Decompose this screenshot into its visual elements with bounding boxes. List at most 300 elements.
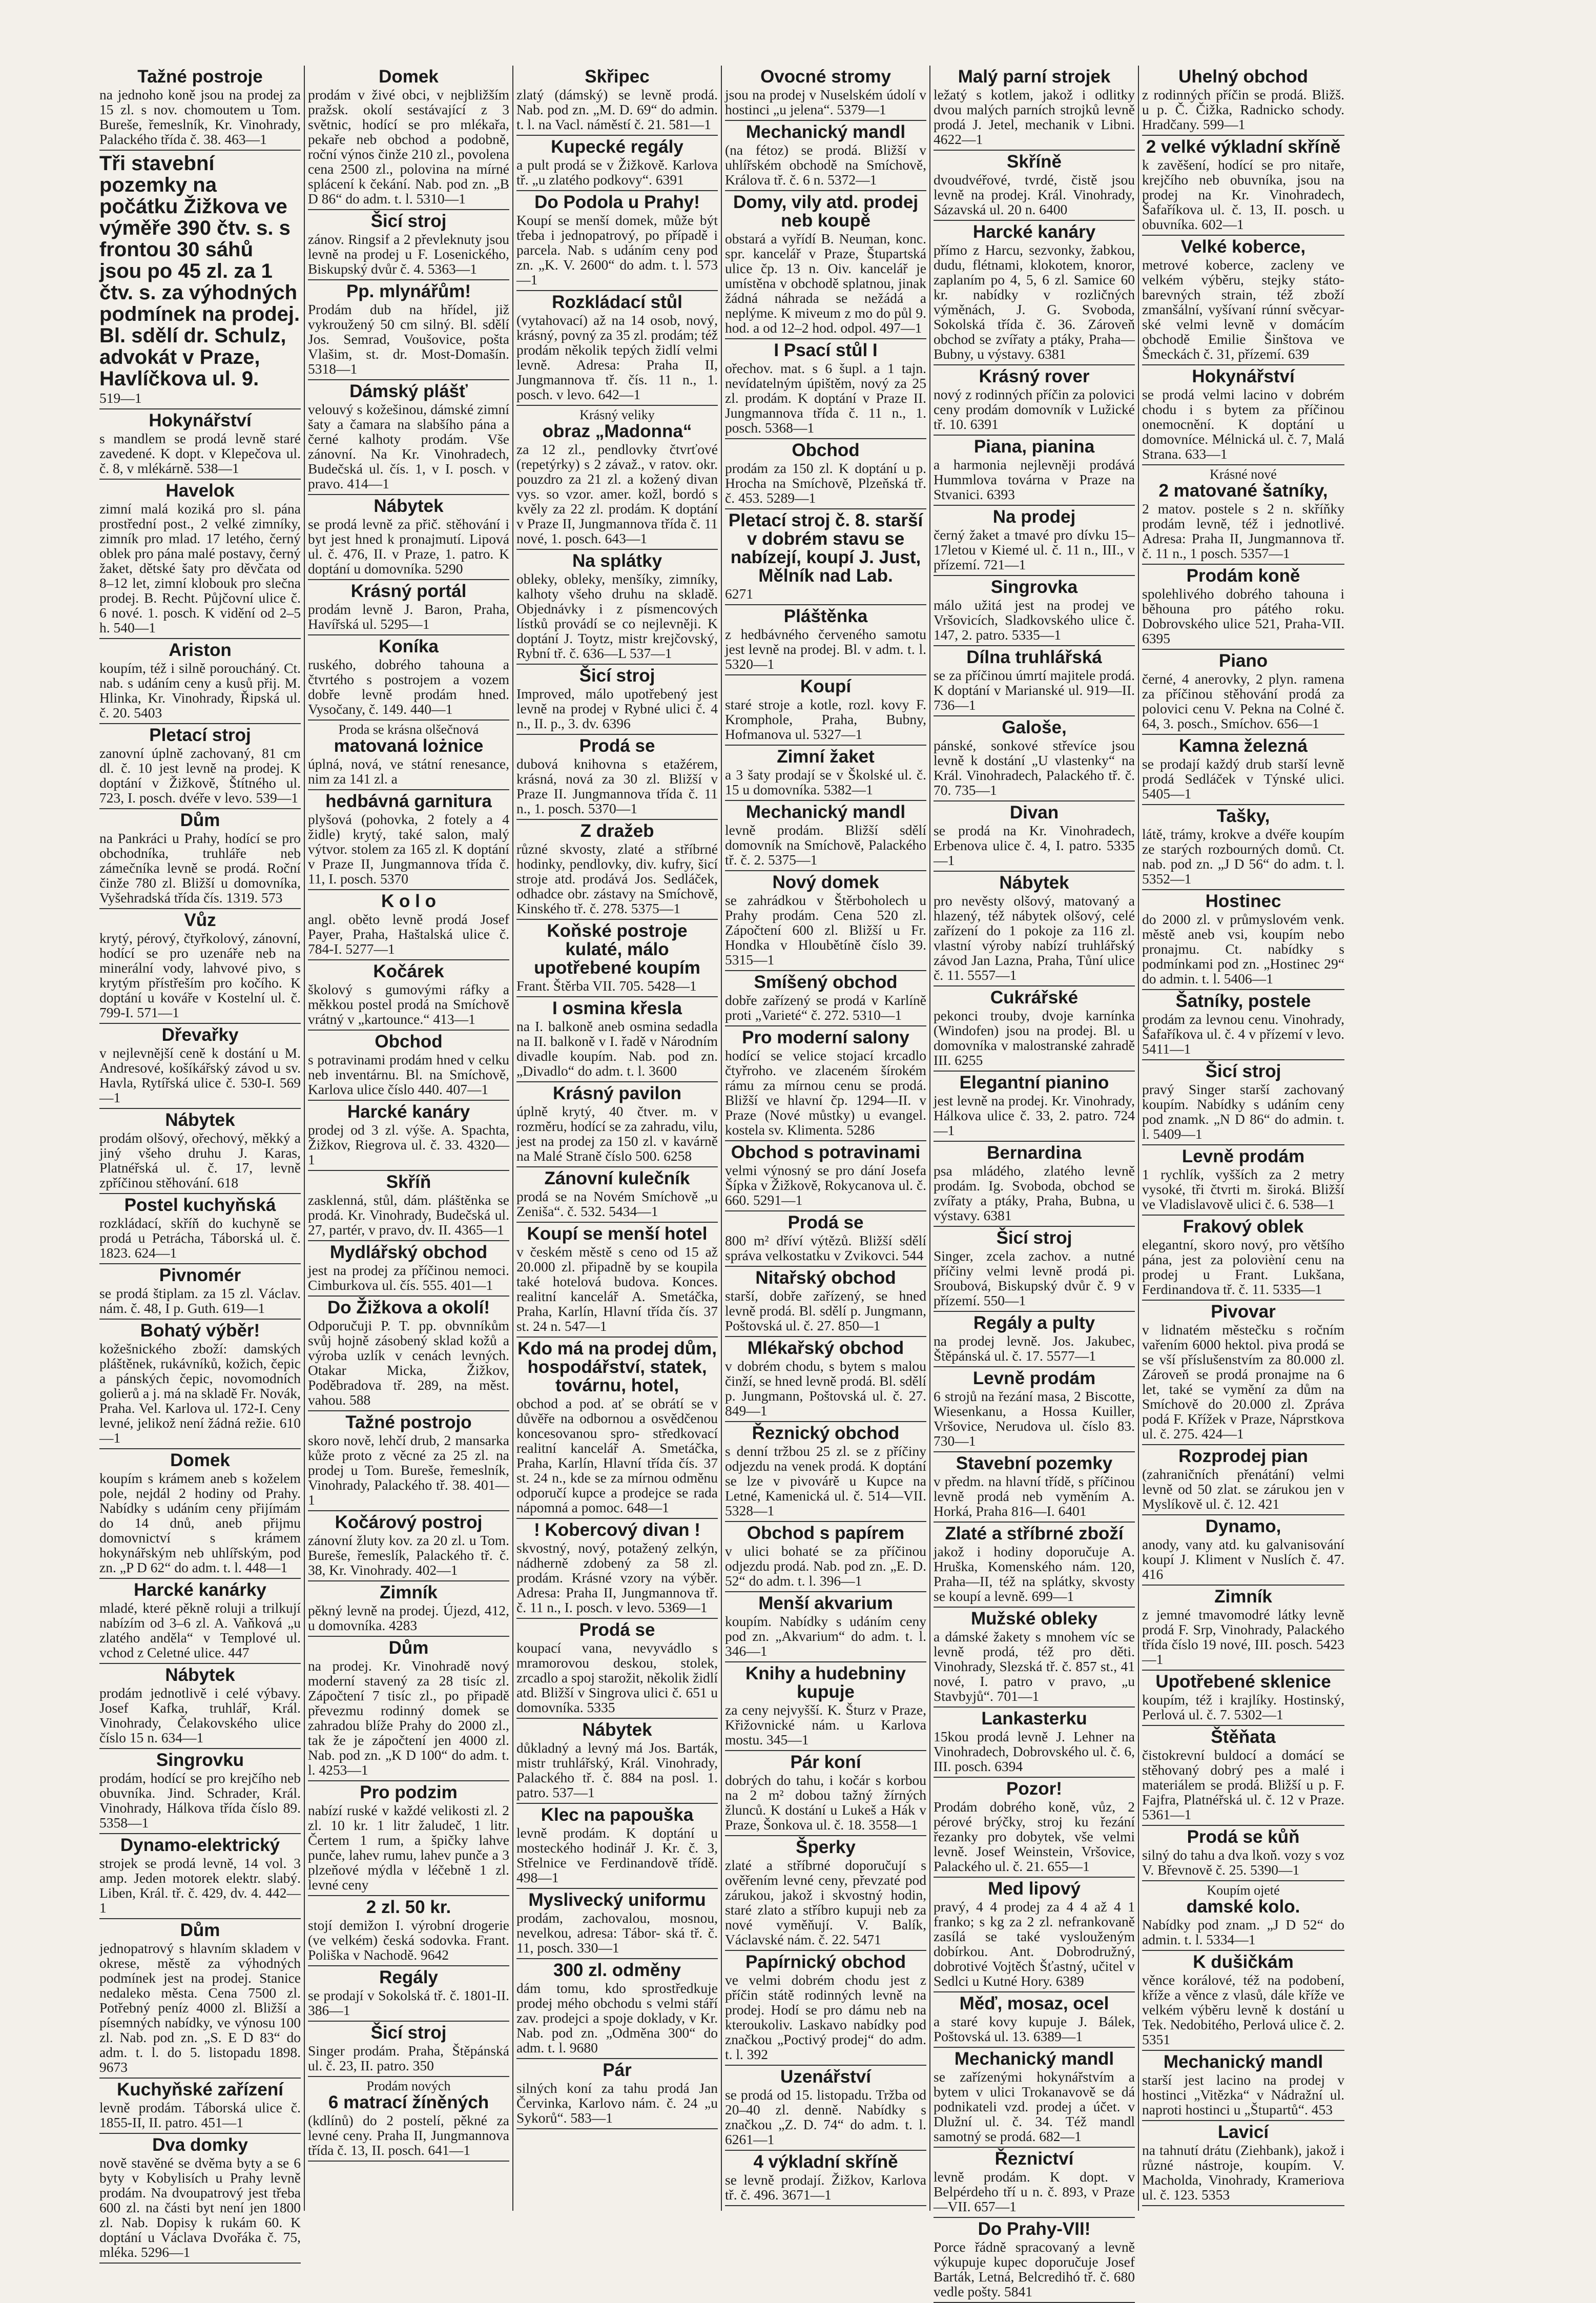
ad-text: a harmonia nejlevněji prodává Hummlova továrna v Praze na Stvanici. 6393: [934, 457, 1135, 502]
ad-text: úplně krytý, 40 čtver. m. v rozměru, hodící se za zahradu, vilu, jest na prodej za 150 zl. v kavárně na Malé Straně číslo 500. 6258: [516, 1103, 718, 1164]
classified-ad: [934, 1708, 1135, 1778]
ad-text: černé, 4 anerovky, 2 plyn. ramena za příčinou stěhování prodá za polovici cenu V. Pekna na Colné č. 64, 3. posch., Smíchov. 656—1: [1142, 671, 1344, 731]
classified-ad: [308, 790, 509, 890]
ad-headline: Šicí stroj: [1205, 1061, 1281, 1081]
ad-headline: K dušičkám: [1193, 1952, 1294, 1972]
classified-ad: [934, 1992, 1135, 2048]
classified-ad: [308, 1966, 509, 2022]
classified-ad: [99, 1834, 301, 1919]
classified-ad: [725, 675, 926, 746]
ad-headline: Nový domek: [772, 872, 879, 892]
ad-headline: Skříň: [386, 1172, 431, 1192]
classified-ad: [99, 724, 301, 809]
ad-headline: Pár koní: [790, 1752, 861, 1772]
classified-ad: [516, 1223, 718, 1338]
classified-ad: [1142, 1515, 1344, 1586]
ad-text: velouvý s kožešinou, dámské zimní šaty a čamara na slabšího pána a černé kalhoty prodám. Vše zánovní. Na Kr. Vinohradech, Budečská ul. čís. 1, v I. posch. v pravo. 414—1: [308, 401, 509, 491]
ad-headline: Regály a pulty: [973, 1313, 1095, 1333]
ad-headline: Ariston: [169, 640, 232, 660]
ad-text: ořechov. mat. s 6 šupl. a 1 tajn. nevídatelným úpištěm, nový za 25 zl. prodám. K doptání v Praze II. Jungmannova třída č. 11 n., 1. posch. 5368—1: [725, 360, 926, 436]
ad-text: prodám olšový, ořechový, měkký a jiný všeho druhu J. Karas, Platnéřská ul. č. 17, levně zpříčinou stěhování. 618: [99, 1130, 301, 1190]
ad-headline: Obchod: [792, 440, 860, 460]
ad-text: pravý, 4 4 prodej za 4 4 až 4 1 franko; s kg za 2 zl. nefrankovaně zasílá se také vyslouženým dobírkou. Ant. Dobrodružný, dobrotivé Vojtěch Šťastný, učitel v Sedlci u Kutné Hory. 6389: [934, 1899, 1135, 1989]
ad-text: nově stavěné se dvěma byty a se 6 byty v Kobylisích u Prahy levně prodám. Na dvoupatrový jest třeba 600 zl. na části byt není jen 1800 zl. Nab. Dopisy k rukám 60. K doptání u Václava Dvořáka č. 75, mléka. 5296—1: [99, 2155, 301, 2260]
ad-headline: Rozprodej pian: [1178, 1446, 1308, 1466]
ad-headline: Myslivecký uniformu: [528, 1890, 706, 1910]
ad-headline: Zimník: [380, 1582, 438, 1602]
classified-ad: [934, 1227, 1135, 1312]
ad-headline: Šicí stroj: [579, 666, 655, 686]
ad-headline: Nábytek: [374, 496, 444, 516]
classified-ad: [1142, 2121, 1344, 2206]
ad-text: zlaté a stříbrné doporučují s ověřením levné ceny, převzaté pod zárukou, jakož i skvostný hodin, staré zlato a stříbro kupuji neb za nové vyměňují. V. Balík, Václavské nám. č. 22. 5471: [725, 1857, 926, 1947]
classified-ad: [934, 1072, 1135, 1142]
ad-text: ve velmi dobrém chodu jest z příčin státě rodinných levně na prodej. Hodí se pro dámu neb na kteroukoliv. Laskavo nabídky pod značkou „Poctivý prodej“ do adm. t. l. 392: [725, 1972, 926, 2062]
ad-text: na tahnutí drátu (Ziehbank), jakož i různé nástroje, koupím. V. Macholda, Vinohrady, Krameriova ul. č. 123. 5353: [1142, 2142, 1344, 2203]
ad-headline: Zimní žaket: [777, 747, 875, 767]
classified-ad: [725, 1522, 926, 1592]
ad-text: krytý, pérový, čtyřkolový, zánovní, hodící se pro uzenáře neb na minerální vody, lahvové pivo, s krytým přístřeším pro kočího. K doptání u kováře v Kostelní ul. č. 799-I. 571—1: [99, 930, 301, 1020]
ad-text: 2 matov. postele s 2 n. skříňky prodám levně, též i jednotlivé. Adresa: Praha II, Jungmannova tř. č. 11 n., 1 posch. 5357—1: [1142, 501, 1344, 561]
ad-text: prodám v živé obci, v nejbližším pražsk. okolí sestávající z 3 světnic, hodící se pro mlékařa, pekaře neb obchod a podobně, roční výnos činže 210 zl., povolena cena 2500 zl., polovina na mírné splácení k čekání. Nab. pod zn. „B D 86“ do adm. t. l. 5310—1: [308, 87, 509, 207]
ad-headline: hedbávná garnitura: [325, 791, 492, 811]
ad-headline: Postel kuchyňská: [124, 1195, 276, 1215]
ad-headline: Tři stavební pozemky na počátku Žižkova ve výměře 390 čtv. s. s frontou 30 sáhů jsou po 45 zl. za 1 čtv. s. za výhodných podmínek na prodej. Bl. sdělí dr. Schulz, advokát v Praze, Havlíčkova ul. 9.: [99, 152, 300, 390]
ad-text: školový s gumovými ráfky a měkkou postel prodá na Smíchově vrátný v „kartounce.“ 413—1: [308, 981, 509, 1027]
classified-ad: [516, 191, 718, 291]
ad-text: za 12 zl., pendlovky čtvrťové (repetýrky) s 2 závaž., v ratov. okr. pouzdro za 21 zl. a kožený divan vys. so vzor. amer. kožl, bordó s kvěly za 22 zl. prodám. K doptání v Praze II, Jungmannova třída č. 11 nové, 1. posch. 643—1: [516, 441, 718, 546]
ad-text: plyšová (pohovka, 2 fotely a 4 židle) krytý, také salon, malý výtvor. stolem za 165 zl. K doptání v Praze II, Jungmannova třída č. 11, I. posch. 5370: [308, 811, 509, 887]
ad-text: hodící se velice stojací krcadlo čtyřroho. ve zlaceném šírokém rámu za mírnou cenu se prodá. Bližší ve hlavní čp. 1294—II. v Praze (Nové můstky) u evangel. kostela sv. Klimenta. 5286: [725, 1047, 926, 1138]
classified-ad: [934, 1523, 1135, 1608]
ad-text: prodám levně J. Baron, Praha, Havířská ul. 5295—1: [308, 601, 509, 632]
classified-ad: [99, 480, 301, 639]
ad-headline: Papírnický obchod: [745, 1952, 906, 1972]
ad-text: koupací vana, nevyvádlo s mramorovou deskou, stolek, zrcadlo a spoj starožit, několik židlí atd. Bližší v Singrova ulici č. 651 u domovníka. 5335: [516, 1640, 718, 1715]
ad-headline: Prodá se: [579, 1620, 655, 1640]
ad-text: ležatý s kotlem, jakož i odlitky dvou malých parních strojků levně prodá J. Jetel, mechanik v Libni. 4622—1: [934, 87, 1135, 147]
classified-ad: [308, 66, 509, 210]
classified-ad: [725, 66, 926, 121]
classified-ad: [934, 986, 1135, 1072]
ad-headline: Mechanický mandl: [954, 2049, 1114, 2069]
ad-headline: Prodá se: [579, 736, 655, 756]
classified-ad: [99, 639, 301, 724]
ad-text: dám tomu, kdo sprostředkuje prodej mého obchodu s velmi stáří zav. prodejci a spoje doklady, v Kr. Nab. pod zn. „Odměna 300“ do adm. t. l. 9680: [516, 1980, 718, 2055]
classified-ad: [308, 2077, 509, 2162]
classified-ad: [934, 801, 1135, 872]
ad-text: se levně prodají. Žižkov, Karlova tř. č. 496. 3671—1: [725, 2172, 926, 2203]
classified-ad: [934, 2218, 1135, 2303]
ad-text: pánské, sonkové střevíce jsou levně k dostání „U vlastenky“ na Král. Vinohradech, Palackého tř. č. 70. 735—1: [934, 737, 1135, 798]
classified-ad: [308, 635, 509, 721]
ad-text: v nejlevnější ceně k dostání u M. Andresové, košíkářský závod u sv. Havla, Rytířská ulice č. 530-I. 569—1: [99, 1045, 301, 1105]
classified-ad: [516, 136, 718, 191]
ad-headline: Kdo má na prodej dům, hospodářství, statek, továrnu, hotel,: [517, 1339, 717, 1395]
ad-headline: Harcké kanáry: [972, 222, 1096, 242]
ad-text: psa mládého, zlatého levně prodám. Ig. Svoboda, obchod se zvířaty a ptáky, Praha, Bubna, u výstavy. 6381: [934, 1163, 1135, 1223]
classified-ad: [1142, 735, 1344, 805]
ad-text: jest levně na prodej. Kr. Vinohrady, Hálkova ulice č. 33, 2. patro. 724—1: [934, 1093, 1135, 1138]
ad-headline: Dámský plášť: [349, 381, 468, 401]
classified-ad: [725, 1026, 926, 1141]
classified-ad: [308, 280, 509, 380]
ad-text: starší, dobře zařízený, se hned levně prodá. Bl. sdělí p. Jungmann, Poštovská ul. č. 27. 850—1: [725, 1288, 926, 1333]
classified-ad: [516, 920, 718, 997]
ad-headline: 2 zl. 50 kr.: [366, 1897, 451, 1917]
ad-text: zlatý (dámský) se levně prodá. Nab. pod zn. „M. D. 69“ do admin. t. l. na Vacl. náměstí č. 21. 581—1: [516, 87, 718, 132]
ad-headline: Ovocné stromy: [760, 67, 891, 87]
classified-ad: [308, 210, 509, 280]
ad-headline: Pláštěnka: [783, 606, 868, 626]
ad-text: se prodá na Kr. Vinohradech, Erbenova ulice č. 4, I. patro. 5335—1: [934, 822, 1135, 868]
ad-headline: Galoše,: [1002, 717, 1067, 737]
classified-ad: [934, 1312, 1135, 1367]
classified-ad: [308, 1241, 509, 1297]
ad-text: jakož i hodiny doporučuje A. Hruška, Komenského nám. 120, Praha—II, též na splátky, skvosty se koupí a levně. 699—1: [934, 1544, 1135, 1604]
classified-columns: [96, 66, 1552, 2299]
classified-ad: [516, 1167, 718, 1223]
classified-ad: [516, 1719, 718, 1804]
ad-headline: 6 matrací žíněných: [328, 2092, 489, 2112]
ad-text: Prodám dobrého koně, vůz, 2 pérové brýčky, stroj ku řezání řezanky pro dobytek, vše velmi levně. Josef Weinstein, Vršovice, Palackého ul. č. 21. 655—1: [934, 1799, 1135, 1874]
ad-headline: Rozkládací stůl: [552, 292, 682, 312]
classified-ad: [1142, 66, 1344, 136]
classified-ad: [1142, 236, 1344, 365]
classified-ad: [99, 809, 301, 909]
classified-ad: [725, 2066, 926, 2151]
ad-text: zánov. Ringsif a 2 převleknuty jsou levně na prodej u F. Losenického, Biskupský dvůr č. 4. 5363—1: [308, 231, 509, 277]
classified-ad: [308, 1511, 509, 1581]
classified-ad: [1142, 1881, 1344, 1951]
ad-text: (kdlínů) do 2 postelí, pěkné za levné ceny. Praha II, Jungmannova třída č. 13, II. posch. 641—1: [308, 2112, 509, 2158]
classified-ad: [725, 439, 926, 509]
classified-ad: [99, 1109, 301, 1194]
ad-text: Odporučuji P. T. pp. obvnníkům svůj hojně zásobený sklad kožů a výroba uzlík v cenách levných. Otakar Micka, Žižkov, Poděbradova tř. 289, na měst. vahou. 588: [308, 1318, 509, 1408]
ad-headline: Nábytek: [165, 1665, 235, 1685]
classified-ad: [308, 1297, 509, 1411]
ad-text: jest na prodej za příčinou nemoci. Cimburkova ul. čís. 555. 401—1: [308, 1262, 509, 1293]
ad-headline: 300 zl. odměny: [553, 1960, 681, 1980]
ad-text: s denní tržbou 25 zl. se z příčiny odjezdu na venek prodá. K doptání se lze v pivovárě u Kupce na Letné, Kamenická ul. č. 514—VII. 5328—1: [725, 1443, 926, 1518]
classified-ad: [725, 1951, 926, 2066]
ad-headline: Domy, vily atd. prodej neb koupě: [733, 192, 919, 231]
ad-text: dobrých do tahu, i kočár s korbou na 2 m² dobou tažný žírných žlunců. K dostání u Lukeš a Hák v Praze, Šonkova ul. č. 18. 3558—1: [725, 1772, 926, 1833]
classified-ad: [934, 576, 1135, 646]
ad-text: zánovní žluty kov. za 20 zl. u Tom. Bureše, řemeslík, Palackého tř. č. 38, Kr. Vinohrady. 402—1: [308, 1532, 509, 1578]
ad-text: levně prodám. Bližší sdělí domovník na Smíchově, Palackého tř. č. 2. 5375—1: [725, 822, 926, 868]
ad-headline: Regály: [379, 1967, 438, 1987]
classified-ad: [725, 1211, 926, 1267]
ad-headline: Domek: [379, 67, 439, 87]
ad-headline: Dílna truhlářská: [966, 647, 1102, 667]
classified-ad: [99, 2079, 301, 2134]
ad-text: (vytahovací) až na 14 osob, nový, krásný, povný za 35 zl. prodám; též prodám několik tepých židlí velmi levně. Adresa: Praha II, Jungmannova tř. čís. 11 n., 1. posch. v levo. 642—1: [516, 312, 718, 402]
ad-headline: Mlékařský obchod: [747, 1338, 904, 1358]
classified-ad: [516, 997, 718, 1082]
ad-headline: Šatníky, postele: [1175, 991, 1311, 1011]
ad-text: 519—1: [99, 390, 142, 406]
ad-text: prodej od 3 zl. výše. A. Spachta, Žižkov, Riegrova ul. č. 33. 4320—1: [308, 1122, 509, 1167]
classified-ad: [308, 721, 509, 790]
classified-ad: [516, 1889, 718, 1959]
ad-text: pro nevěsty olšový, matovaný a hlazený, též nábytek olšový, celé zařízení do 1 pokoje za 116 zl. vlastní výroby nabízí truhlářský závod Jan Lazna, Praha, Tůní ulice č. 11. 5557—1: [934, 893, 1135, 983]
ad-text: silných koní za tahu prodá Jan Červinka, Karlovo nám. č. 24 „u Sykorů“. 583—1: [516, 2080, 718, 2126]
ad-headline: Levně prodám: [1182, 1146, 1305, 1166]
ad-text: se zahrádkou v Štěrboholech u Prahy prodám. Cena 520 zl. Zápočtení 600 zl. Bližší u Fr. Hondka v Hloubětíně číslo 39. 5315—1: [725, 892, 926, 968]
ad-text: Porce řádně spracovaný a levně výkupuje kupec doporučuje Josef Barták, Letná, Belcredihó tř. č. 680 vedle pošty. 5841: [934, 2239, 1135, 2299]
classified-ad: [99, 409, 301, 480]
ad-text: 6 strojů na řezání masa, 2 Biscotte, Wiesenkanu, a Hossa Kuiller, Vršovice, Nerudova ul. číslo 83. 730—1: [934, 1388, 1135, 1449]
classified-ad: [934, 646, 1135, 716]
classified-ad: [99, 1024, 301, 1109]
classified-ad: [934, 151, 1135, 221]
ad-column: [305, 66, 513, 2211]
ad-headline: 2 velké výkladní skříně: [1146, 137, 1341, 157]
ad-text: nabízí ruské v každé velikosti zl. 2 zl. 10 kr. 1 litr žaludeč, 1 litr. Čertem 1 rum, a špičky lahve punče, lahev rumu, lahev punče a 3 plzeňové mýdla v léčebně 1 zl. levné ceny: [308, 1802, 509, 1893]
classified-ad: [1142, 1951, 1344, 2051]
ad-text: levně prodám. Táborská ulice č. 1855-II, II. patro. 451—1: [99, 2100, 301, 2130]
ad-text: starší jest lacino na prodej v hostinci „Vitězka“ v Nádražní ul. naproti hostinci u „Štupartů“. 453: [1142, 2072, 1344, 2117]
ad-text: koupím, též i krajlíky. Hostinský, Perlová ul. č. 7. 5302—1: [1142, 1692, 1344, 1722]
classified-ad: [308, 1637, 509, 1781]
classified-ad: [308, 1411, 509, 1511]
ad-column: [96, 66, 305, 2260]
classified-ad: [934, 1367, 1135, 1452]
ad-headline: Zánovní kulečník: [544, 1168, 690, 1188]
classified-ad: [1142, 565, 1344, 650]
ad-text: obchod a pod. ať se obrátí se v důvěře na odbornou a osvědčenou koncesovanou spro- středkovací realitní kancelář A. Smetáčka, Praha, Karlín, Hlavní třída čís. 37 st. 24 n., kde se za mírnou odměnu odporučí kupce a prodejce se rada nápomná a pomoc. 648—1: [516, 1395, 718, 1515]
classified-ad: [725, 971, 926, 1026]
ad-headline: Malý parní strojek: [958, 67, 1111, 87]
ad-headline: Skřipec: [585, 67, 650, 87]
ad-headline: Nábytek: [165, 1110, 235, 1130]
ad-headline: Pár: [603, 2060, 632, 2080]
classified-ad: [725, 1751, 926, 1836]
ad-text: jednopatrový s hlavním skladem v okrese, městě za výhodných podmínek jest na prodej. Stanice nedaleko města. Cena 7500 zl. Potřebný peníz 4000 zl. Bližší a písemných nabídky, ve výnosu 100 zl. Nab. pod zn. „S. E D 83“ do adm. t. l. do 5. listopadu 1898. 9673: [99, 1940, 301, 2075]
ad-headline: Uhelný obchod: [1178, 67, 1308, 87]
ad-headline: Domek: [170, 1450, 230, 1470]
classified-ad: [516, 1959, 718, 2059]
ad-headline: Hostinec: [1205, 891, 1281, 911]
ad-text: v předm. na hlavní třídě, s příčinou levně prodá neb vyměním A. Horká, Praha 816—I. 6401: [934, 1473, 1135, 1519]
ad-headline: Dům: [180, 810, 220, 830]
ad-headline: damské kolo.: [1186, 1897, 1300, 1917]
ad-headline: Prodá se: [787, 1212, 864, 1232]
ad-headline: Prodám koně: [1186, 566, 1300, 586]
classified-ad: [1142, 1445, 1344, 1515]
ad-headline: Piana, pianina: [973, 437, 1095, 457]
ad-headline: Mechanický mandl: [745, 802, 906, 822]
ad-headline: Obchod s papírem: [747, 1523, 905, 1543]
ad-text: strojek se prodá levně, 14 vol. 3 amp. Jeden motorek elektr. slabý. Liben, Král. tř. č. 429, dv. 4. 442—1: [99, 1855, 301, 1916]
ad-text: málo užitá jest na prodej ve Vršovicích, Sladkovského ulice č. 147, 2. patro. 5335—1: [934, 597, 1135, 643]
ad-text: mladé, které pěkně roluji a trilkují nabízím od 3–6 zl. A. Vaňková „u zlatého anděla“ v Templové ul. vchod z Celetné ulice. 447: [99, 1600, 301, 1660]
classified-ad: [725, 1267, 926, 1337]
ad-headline: Smíšený obchod: [754, 972, 898, 992]
ad-headline: Singrovku: [156, 1750, 244, 1770]
classified-ad: [99, 2134, 301, 2264]
ad-text: se prodá levně za přič. stěhování i byt jest hned k pronajmutí. Lipová ul. č. 476, II. v Praze, 1. patro. K doptání u domovníka. 5290: [308, 516, 509, 577]
classified-ad: [516, 665, 718, 735]
classified-ad: [308, 380, 509, 495]
ad-headline: matovaná lożnice: [334, 736, 484, 756]
ad-headline: Uzenářství: [780, 2067, 872, 2087]
ad-headline: Bernardina: [987, 1143, 1082, 1163]
ad-text: se prodají každý drub starší levně prodá Sedláček v Týnské ulici. 5405—1: [1142, 756, 1344, 801]
ad-text: černý žaket a tmavé pro dívku 15–17letou v Kiemé ul. č. 11 n., III., v přízemí. 721—1: [934, 527, 1135, 572]
classified-ad: [725, 1592, 926, 1662]
ad-text: na prodej levně. Jos. Jakubec, Štěpánská ul. č. 17. 5577—1: [934, 1333, 1135, 1364]
classified-ad: [934, 716, 1135, 801]
classified-ad: [516, 1804, 718, 1889]
ad-text: zasklenná, stůl, dám. pláštěnka se prodá. Kr. Vinohrady, Budečská ul. 27, partér, v pravo, dv. II. 4365—1: [308, 1192, 509, 1238]
ad-headline: Koňské postroje kulaté, málo upotřebené koupím: [534, 921, 700, 978]
ad-text: z rodinných příčin se prodá. Bližš. u p. Č. Čižka, Radnicko schody. Hradčany. 599—1: [1142, 87, 1344, 132]
classified-ad: [934, 66, 1135, 151]
ad-text: z hedbávného červeného samotu jest levně na prodej. Bl. v adm. t. l. 5320—1: [725, 626, 926, 672]
ad-text: 800 m² dříví výtězů. Bližší sdělí správa velkostatku v Zvikovci. 544: [725, 1232, 926, 1263]
ad-text: se prodá od 15. listopadu. Tržba od 20–40 zl. denně. Nabídky s značkou „Z. D. 74“ do adm. t. l. 6261—1: [725, 2087, 926, 2147]
ad-headline: Tašky,: [1216, 806, 1270, 826]
classified-ad: [934, 1452, 1135, 1523]
ad-headline: Pivnomér: [159, 1265, 241, 1285]
ad-text: v dobrém chodu, s bytem s malou činží, se hned levně prodá. Bl. sdělí p. Jungmann, Poštovská ul. č. 27. 849—1: [725, 1358, 926, 1418]
classified-ad: [308, 960, 509, 1031]
ad-headline: I Psací stůl I: [774, 340, 878, 360]
ad-text: k zavěšení, hodící se pro nitaře, krejčího neb obuvníka, jsou na prodej na Kr. Vinohradech, Šafaříkova ul. č. 13, II. posch. u obuvníka. 602—1: [1142, 157, 1344, 232]
classified-ad: [725, 1662, 926, 1751]
ad-text: pravý Singer starší zachovaný koupím. Nabídky s udáním ceny pod znamk. „N D 86“ do admin. t. l. 5409—1: [1142, 1081, 1344, 1142]
classified-ad: [516, 1519, 718, 1619]
classified-ad: [1142, 990, 1344, 1060]
ad-text: Prodám dub na hřídel, již vykroužený 50 cm silný. Bl. sdělí Jos. Semrad, Voušovice, pošta Vlašim, st. dr. Most-Domašín. 5318—1: [308, 301, 509, 377]
classified-ad: [725, 1141, 926, 1211]
classified-ad: [725, 1337, 926, 1422]
ad-text: rozkládací, skříň do kuchyně se prodá u Petrácha, Táborská ul. č. 1823. 624—1: [99, 1215, 301, 1261]
ad-headline: Elegantní pianino: [959, 1073, 1109, 1093]
ad-text: v lidnatém městečku s ročním vařením 6000 hektol. piva prodá se se vší příslušenstvím za 80.000 zl. Zároveň se prodá pronajme na 6 let, také se vymění za dům na Smíchově do 20.000 zl. Zpráva podá F. Křížek v Praze, Náprstkova ul. č. 275. 424—1: [1142, 1322, 1344, 1442]
ad-text: úplná, nová, ve státní renesance, nim za 141 zl. a: [308, 756, 509, 787]
ad-headline: Do Žižkova a okolí!: [327, 1298, 490, 1318]
ad-headline: Levně prodám: [972, 1368, 1096, 1388]
ad-text: (na fétoz) se prodá. Bližší v uhlířském obchodě na Smíchově, Králova tř. č. 6 n. 5372—1: [725, 142, 926, 188]
ad-text: stojí demižon I. výrobní drogerie (ve velkém) česká sodovka. Frant. Poliška v Nachodě. 9642: [308, 1917, 509, 1963]
classified-ad: [99, 909, 301, 1024]
classified-ad: [308, 1781, 509, 1896]
ad-headline: Nábytek: [582, 1720, 652, 1740]
ad-text: různé skvosty, zlaté a stříbrné hodinky, pendlovky, div. kufry, šicí stroje atd. prodává Jos. Sedláček, odhadce obr. zástavy na Smíchově, Kinského tř. č. 278. 5375—1: [516, 841, 718, 916]
ad-headline: Mydlářský obchod: [329, 1242, 488, 1262]
ad-text: zanovní úplně zachovaný, 81 cm dl. č. 10 jest levně na prodej. K doptání v Žižkově, Štítného ul. 723, I. posch. dvéře v levo. 539—1: [99, 745, 301, 806]
ad-text: obleky, obleky, menšíky, zimníky, kalhoty všeho druhu na skladě. Objednávky i z písmencových lístků provádí se co nejlevněji. K doptání J. Toytz, mistr krejčovský, Rybní tř. č. 636—L 537—1: [516, 571, 718, 661]
classified-ad: [99, 1320, 301, 1449]
ad-headline: Harcké kanárky: [134, 1580, 266, 1600]
classified-ad: [516, 1338, 718, 1519]
ad-text: (zahraničních přenátání) velmi levně od 50 zlat. se zárukou jen v Myslíkově ul. č. 12. 421: [1142, 1466, 1344, 1512]
ad-text: a 3 šaty prodají se v Školské ul. č. 15 u domovníka. 5382—1: [725, 767, 926, 797]
classified-ad: [1142, 136, 1344, 236]
ad-headline: 2 matované šatníky,: [1158, 481, 1328, 501]
classified-ad: [99, 1449, 301, 1579]
ad-text: prodá se na Novém Smíchově „u Zeniša“. č. 532. 5434—1: [516, 1188, 718, 1219]
ad-headline: Piano: [1218, 651, 1268, 671]
ad-headline: Hokynářství: [1192, 366, 1295, 386]
ad-headline: Velké koberce,: [1180, 237, 1306, 257]
classified-ad: [99, 1664, 301, 1749]
ad-headline: Hokynářství: [149, 410, 252, 430]
ad-headline: Zlaté a stříbrné zboží: [945, 1524, 1124, 1544]
classified-ad: [308, 1896, 509, 1966]
ad-headline: Upotřebené sklenice: [1155, 1672, 1331, 1692]
classified-ad: [725, 746, 926, 801]
classified-ad: [725, 801, 926, 871]
classified-ad: [308, 890, 509, 960]
ad-text: prodám za 150 zl. K doptání u p. Hrocha na Smíchově, Plzeňská tř. č. 453. 5289—1: [725, 460, 926, 506]
ad-headline: Skříně: [1007, 152, 1062, 172]
ad-text: metrové koberce, zacleny ve velkém výběru, stejky státo-barevných strain, též zboží zmanšální, vyšívaní rúnní svěcyar-ské velmi levně v domácím obchodě Emilie Šinštova ve Šmeckách č. 31, přízemí. 639: [1142, 257, 1344, 362]
ad-text: zimní malá koziká pro sl. pána prostřední post., 2 velké zimníky, zimník pro mlad. 17 letého, černý oblek pro pána malé postavy, černý žaket, dětské šaty pro děvčata od 8–12 let, zimní klobouk pro slečna prodej. B. Recht. Půjčovní ulice č. 6 nové. 1. posch. K vidění od 2–5 h. 540—1: [99, 501, 301, 635]
classified-ad: [934, 436, 1135, 506]
ad-headline: Mužské obleky: [970, 1609, 1098, 1629]
classified-ad: [725, 121, 926, 191]
classified-ad: [1142, 1060, 1344, 1145]
classified-ad: [516, 406, 718, 550]
ad-text: Nabídky pod znam. „J D 52“ do admin. t. l. 5334—1: [1142, 1917, 1344, 1947]
ad-text: dobře zařízený se prodá v Karlíně proti „Varieté“ č. 272. 5310—1: [725, 992, 926, 1023]
classified-ad: [99, 66, 301, 151]
ad-headline: Nábytek: [999, 873, 1069, 893]
ad-headline: Kočárový postroj: [335, 1512, 483, 1532]
classified-ad: [725, 1422, 926, 1522]
classified-ad: [1142, 465, 1344, 565]
ad-headline: Dům: [180, 1920, 220, 1940]
ad-text: velmi výnosný se pro dání Josefa Šípka v Žižkově, Rokycanova ul. č. 660. 5291—1: [725, 1162, 926, 1208]
classified-ad: [1142, 1145, 1344, 1216]
ad-preline: Krásné nové: [1210, 467, 1277, 482]
ad-headline: Nitařský obchod: [755, 1268, 896, 1288]
classified-ad: [308, 1171, 509, 1241]
ad-text: Frant. Štěrba VII. 705. 5428—1: [516, 978, 697, 994]
ad-text: koupím s krámem aneb s koželem pole, nejdál 2 hodiny od Prahy. Nabídky s udáním ceny přijímám do 14 dnů, aneb přijmu domovnictví s krámem hokynářským neb uhlířským, pod zn. „P D 62“ do adm. t. l. 448—1: [99, 1470, 301, 1575]
ad-headline: Na splátky: [572, 551, 662, 571]
ad-preline: Koupím ojeté: [1207, 1883, 1280, 1898]
ad-text: se prodá štiplam. za 15 zl. Václav. nám. č. 48, I p. Guth. 619—1: [99, 1285, 301, 1316]
classified-ad: [99, 1264, 301, 1320]
ad-headline: Štěňata: [1211, 1727, 1276, 1747]
ad-headline: 4 výkladní skříně: [753, 2152, 898, 2172]
ad-text: věnce korálové, též na podobení, kříže a věnce z vlasů, dále kříže ve velkém výběru levně k dostání u Tek. Nedobitého, Perlová ulice č. 2. 5351: [1142, 1972, 1344, 2047]
ad-headline: K o l o: [381, 891, 436, 911]
ad-text: na I. balkoně aneb osmina sedadla na II. balkoně v I. řadě v Národním divadle koupím. Nab. pod zn. „Divadlo“ do adm. t. l. 3600: [516, 1018, 718, 1079]
ad-text: Singer, zcela zachov. a nutné příčiny velmi levně prodá pi. Sroubová, Biskupský dvůr č. 9 v přízemí. 550—1: [934, 1248, 1135, 1308]
ad-text: na prodej. Kr. Vinohradě nový moderní stavený za 28 tisíc zl. Zápočtení 7 tisíc zl., po připadě převezmu rodinný domek se zahradou blíže Prahy do 2000 zl., tak že je zápočtení jen 4000 zl. Nab. pod zn. „K D 100“ do adm. t. l. 4253—1: [308, 1658, 509, 1778]
classified-ad: [308, 1031, 509, 1101]
ad-headline: obraz „Madonna“: [542, 421, 692, 441]
ad-headline: Do Prahy-VII!: [978, 2219, 1091, 2239]
ad-headline: Cukrářské: [990, 988, 1079, 1007]
ad-headline: I osmina křesla: [552, 998, 682, 1018]
ad-text: a staré kovy kupuje J. Bálek, Poštovská ul. 13. 6389—1: [934, 2013, 1135, 2044]
ad-text: za ceny nejvyšší. K. Šturz v Praze, Křižovnické nám. u Karlova mostu. 345—1: [725, 1702, 926, 1747]
ad-text: 6271: [725, 586, 753, 602]
classified-ad: [1142, 1586, 1344, 1671]
ad-text: prodám jednotlivě i celé výbavy. Josef Kafka, truhlář, Král. Vinohrady, Čelakovského ulice číslo 15 n. 634—1: [99, 1685, 301, 1745]
ad-text: jsou na prodej v Nuselském údolí v hostinci „u jelena“. 5379—1: [725, 87, 926, 117]
classified-ad: [516, 1619, 718, 1719]
ad-headline: Tažné postrojo: [345, 1412, 472, 1432]
ad-column: [930, 66, 1139, 2299]
